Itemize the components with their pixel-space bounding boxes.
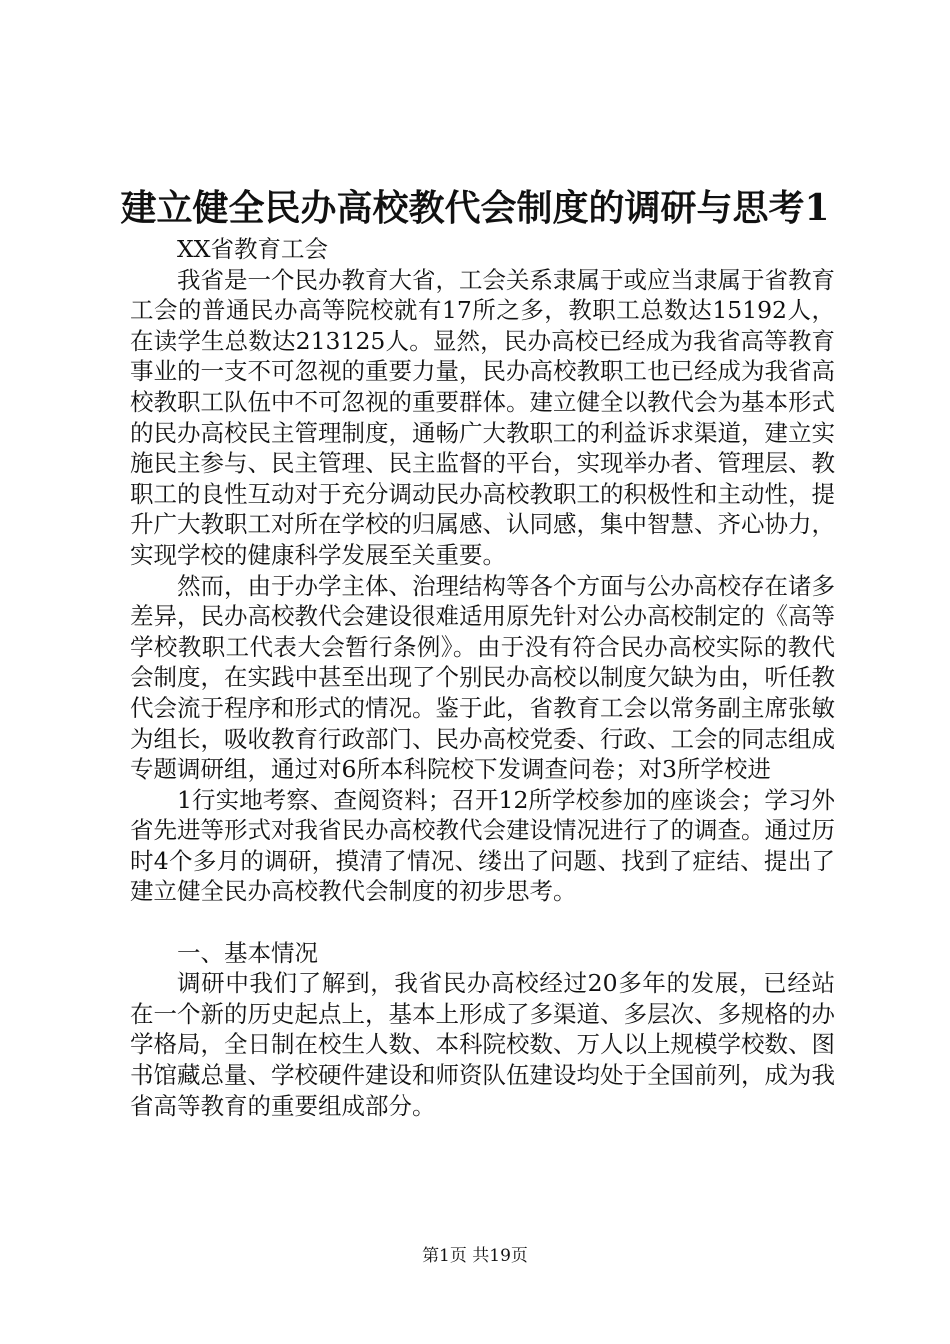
paragraph-2: 然而，由于办学主体、治理结构等各个方面与公办高校存在诸多差异，民办高校教代会建设很难适用原先针对公办高校制定的《高等学校教职工代表大会暂行条例》。由于没有符合民办高校实际的教代会制度，在实践中甚至出现了个别民办高校以制度欠缺为由，听任教代会流于程序和形式的情况。鉴于此，省教育工会以常务副主席张敏为组长，吸收教育行政部门、民办高校党委、行政、工会的同志组成专题调研组，通过对6所本科院校下发调查问卷；对3所学校进 [130,571,835,784]
section-heading: 一、基本情况 [177,938,318,967]
paragraph-1: 我省是一个民办教育大省，工会关系隶属于或应当隶属于省教育工会的普通民办高等院校就有17所之多，教职工总数达15192人，在读学生总数达213125人。显然，民办高校已经成为我省高等教育事业的一支不可忽视的重要力量，民办高校教职工也已经成为我省高校教职工队伍中不可忽视的重要群体。建立健全以教代会为基本形式的民办高校民主管理制度，通畅广大教职工的利益诉求渠道，建立实施民主参与、民主管理、民主监督的平台，实现举办者、管理层、教职工的良性互动对于充分调动民办高校教职工的积极性和主动性，提升广大教职工对所在学校的归属感、认同感，集中智慧、齐心协力，实现学校的健康科学发展至关重要。 [130,265,835,569]
author-line: XX省教育工会 [177,235,328,263]
section-paragraph-1: 调研中我们了解到，我省民办高校经过20多年的发展，已经站在一个新的历史起点上，基本上形成了多渠道、多层次、多规格的办学格局，全日制在校生人数、本科院校数、万人以上规模学校数、图书馆藏总量、学校硬件建设和师资队伍建设均处于全国前列，成为我省高等教育的重要组成部分。 [130,969,835,1120]
document-title: 建立健全民办高校教代会制度的调研与思考1 [120,187,830,229]
paragraph-3: 1行实地考察、查阅资料；召开12所学校参加的座谈会；学习外省先进等形式对我省民办高校教代会建设情况进行了的调查。通过历时4个多月的调研，摸清了情况、缕出了问题、找到了症结、提出了建立健全民办高校教代会制度的初步思考。 [130,785,835,906]
document-body [130,234,835,1121]
page-number: 第1页 共19页 [422,1246,528,1266]
